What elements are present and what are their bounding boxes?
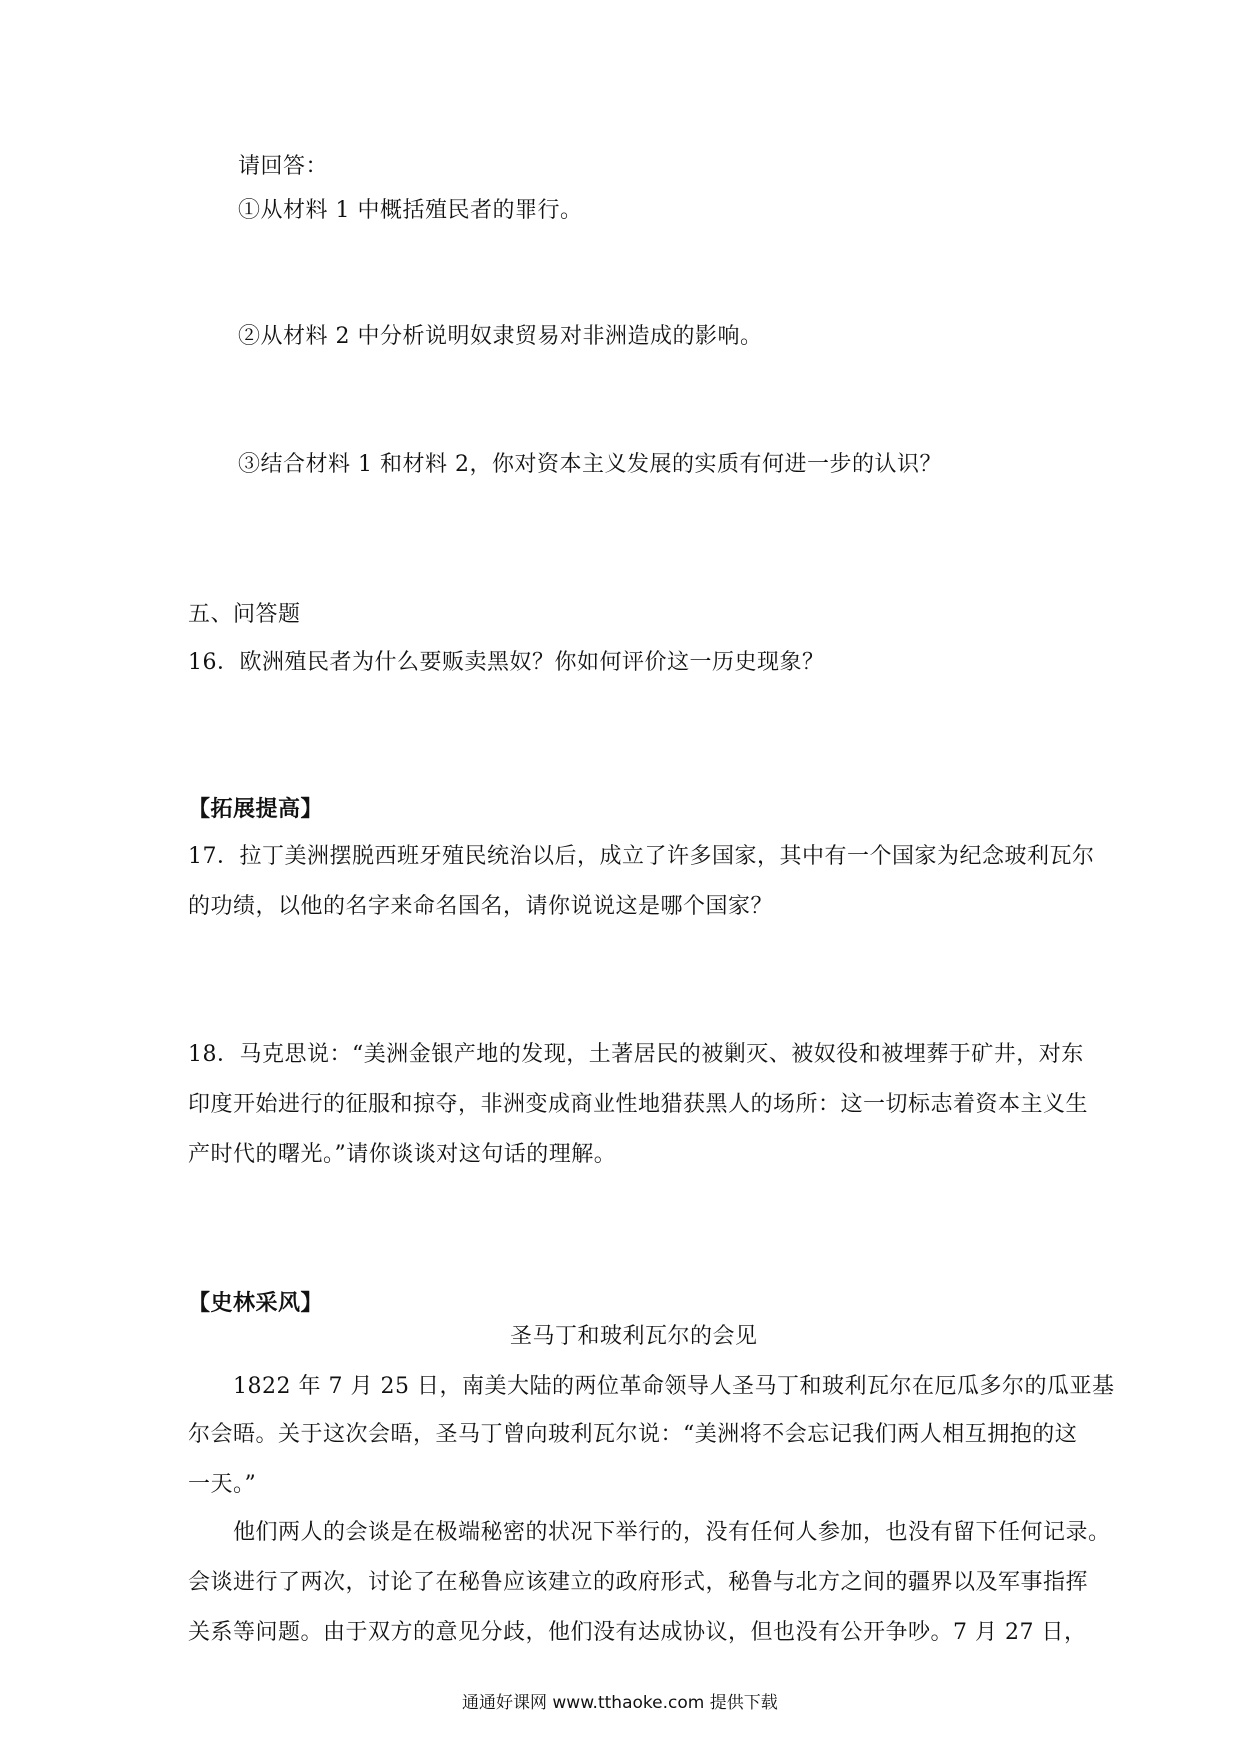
article-paragraph-2-line-3: 关系等问题。由于双方的意见分歧，他们没有达成协议，但也没有公开争吵。7 月 27 日， xyxy=(188,1620,1087,1645)
answer-prompt: 请回答： xyxy=(238,154,329,179)
section-heading-extension: 【拓展提高】 xyxy=(188,796,324,822)
section-heading-history: 【史林采风】 xyxy=(188,1290,324,1316)
question-16: 16．欧洲殖民者为什么要贩卖黑奴？你如何评价这一历史现象？ xyxy=(188,650,825,675)
sub-question-1: ①从材料 1 中概括殖民者的罪行。 xyxy=(238,198,583,223)
article-paragraph-1-line-2: 尔会晤。关于这次会晤，圣马丁曾向玻利瓦尔说：“美洲将不会忘记我们两人相互拥抱的这 xyxy=(188,1422,1078,1447)
sub-question-2: ②从材料 2 中分析说明奴隶贸易对非洲造成的影响。 xyxy=(238,324,763,349)
question-18-line-2: 印度开始进行的征服和掠夺，非洲变成商业性地猎获黑人的场所：这一切标志着资本主义生 xyxy=(188,1092,1089,1117)
question-17-line-2: 的功绩，以他的名字来命名国名，请你说说这是哪个国家？ xyxy=(188,894,774,919)
question-17-line-1: 17．拉丁美洲摆脱西班牙殖民统治以后，成立了许多国家，其中有一个国家为纪念玻利瓦尔 xyxy=(188,844,1095,869)
sub-question-3: ③结合材料 1 和材料 2，你对资本主义发展的实质有何进一步的认识？ xyxy=(238,452,942,477)
section-heading-qa: 五、问答题 xyxy=(188,602,301,627)
article-paragraph-1-line-3: 一天。” xyxy=(188,1472,257,1497)
article-title: 圣马丁和玻利瓦尔的会见 xyxy=(510,1324,758,1349)
page-footer: 通通好课网 www.tthaoke.com 提供下载 xyxy=(462,1693,778,1713)
article-paragraph-2-line-2: 会谈进行了两次，讨论了在秘鲁应该建立的政府形式，秘鲁与北方之间的疆界以及军事指挥 xyxy=(188,1570,1089,1595)
question-18-line-1: 18．马克思说：“美洲金银产地的发现，土著居民的被剿灭、被奴役和被埋葬于矿井，对东 xyxy=(188,1042,1084,1067)
article-paragraph-2-line-1: 他们两人的会谈是在极端秘密的状况下举行的，没有任何人参加，也没有留下任何记录。 xyxy=(233,1520,1111,1545)
article-paragraph-1-line-1: 1822 年 7 月 25 日，南美大陆的两位革命领导人圣马丁和玻利瓦尔在厄瓜多尔的瓜亚基 xyxy=(233,1374,1115,1399)
question-18-line-3: 产时代的曙光。”请你谈谈对这句话的理解。 xyxy=(188,1142,617,1167)
